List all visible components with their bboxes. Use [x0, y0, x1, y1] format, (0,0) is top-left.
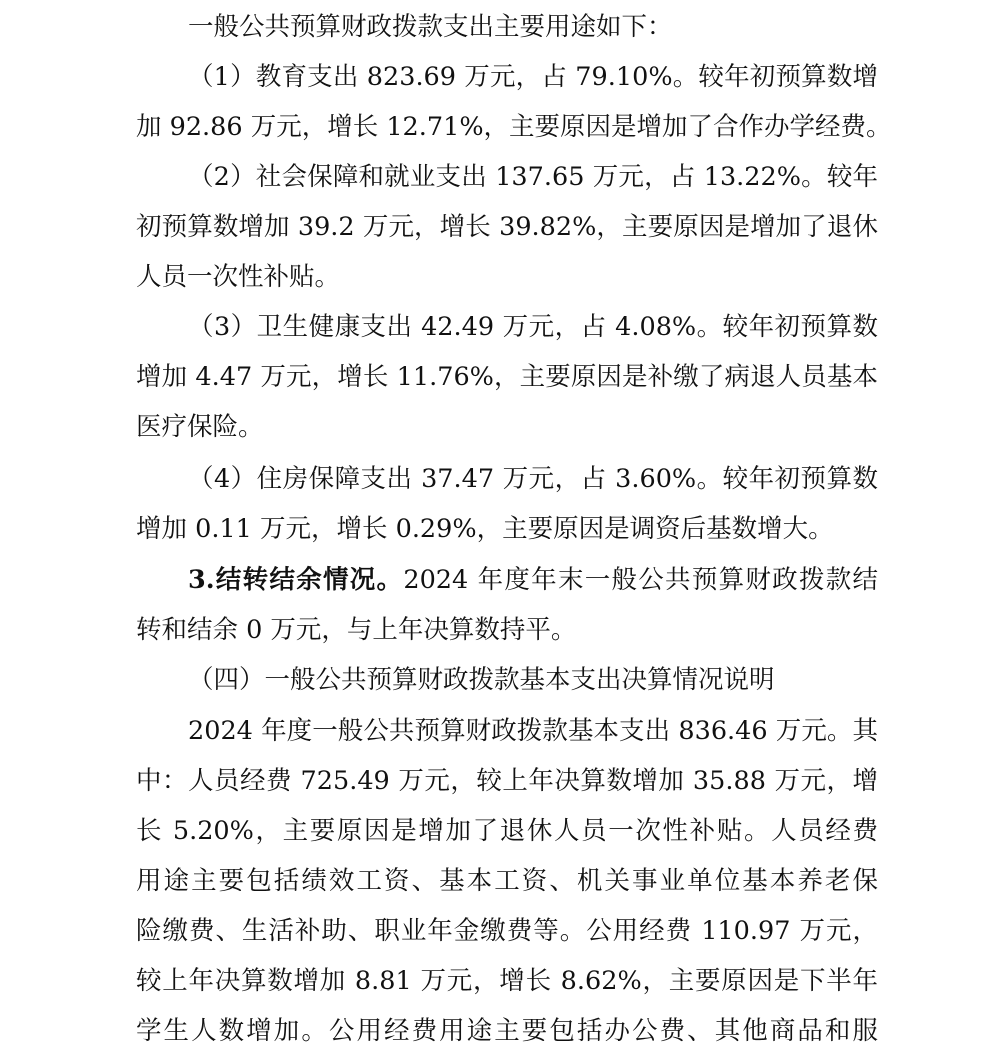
- paragraph-line: 医疗保险。: [136, 412, 264, 442]
- paragraph-line: （4）住房保障支出 37.47 万元，占 3.60%。较年初预算数: [188, 464, 878, 494]
- paragraph-line: 中：人员经费 725.49 万元，较上年决算数增加 35.88 万元，增: [136, 766, 878, 796]
- paragraph-line: 一般公共预算财政拨款支出主要用途如下：: [188, 12, 673, 42]
- section-heading: （四）一般公共预算财政拨款基本支出决算情况说明: [188, 665, 775, 695]
- paragraph-line: 长 5.20%，主要原因是增加了退休人员一次性补贴。人员经费: [136, 816, 878, 846]
- paragraph-line: 较上年决算数增加 8.81 万元，增长 8.62%，主要原因是下半年: [136, 966, 878, 996]
- paragraph-line: 用途主要包括绩效工资、基本工资、机关事业单位基本养老保: [136, 866, 878, 896]
- paragraph-line: 初预算数增加 39.2 万元，增长 39.82%，主要原因是增加了退休: [136, 212, 878, 242]
- paragraph-line: （1）教育支出 823.69 万元，占 79.10%。较年初预算数增: [188, 62, 878, 92]
- paragraph-line: 3.结转结余情况。2024 年度年末一般公共预算财政拨款结: [188, 565, 878, 595]
- paragraph-line: 学生人数增加。公用经费用途主要包括办公费、其他商品和服: [136, 1016, 878, 1046]
- paragraph-line: （2）社会保障和就业支出 137.65 万元，占 13.22%。较年: [188, 162, 878, 192]
- paragraph-line: 加 92.86 万元，增长 12.71%，主要原因是增加了合作办学经费。: [136, 112, 892, 142]
- paragraph-line: 人员一次性补贴。: [136, 262, 341, 292]
- paragraph-line: 2024 年度一般公共预算财政拨款基本支出 836.46 万元。其: [188, 716, 878, 746]
- paragraph-line: 险缴费、生活补助、职业年金缴费等。公用经费 110.97 万元，: [136, 916, 878, 946]
- section-heading: 3.结转结余情况。: [188, 565, 404, 595]
- paragraph-line: 增加 0.11 万元，增长 0.29%，主要原因是调资后基数增大。: [136, 514, 834, 544]
- paragraph-line: （3）卫生健康支出 42.49 万元，占 4.08%。较年初预算数: [188, 312, 878, 342]
- paragraph-line: 转和结余 0 万元，与上年决算数持平。: [136, 615, 577, 645]
- paragraph-line: 增加 4.47 万元，增长 11.76%，主要原因是补缴了病退人员基本: [136, 362, 878, 392]
